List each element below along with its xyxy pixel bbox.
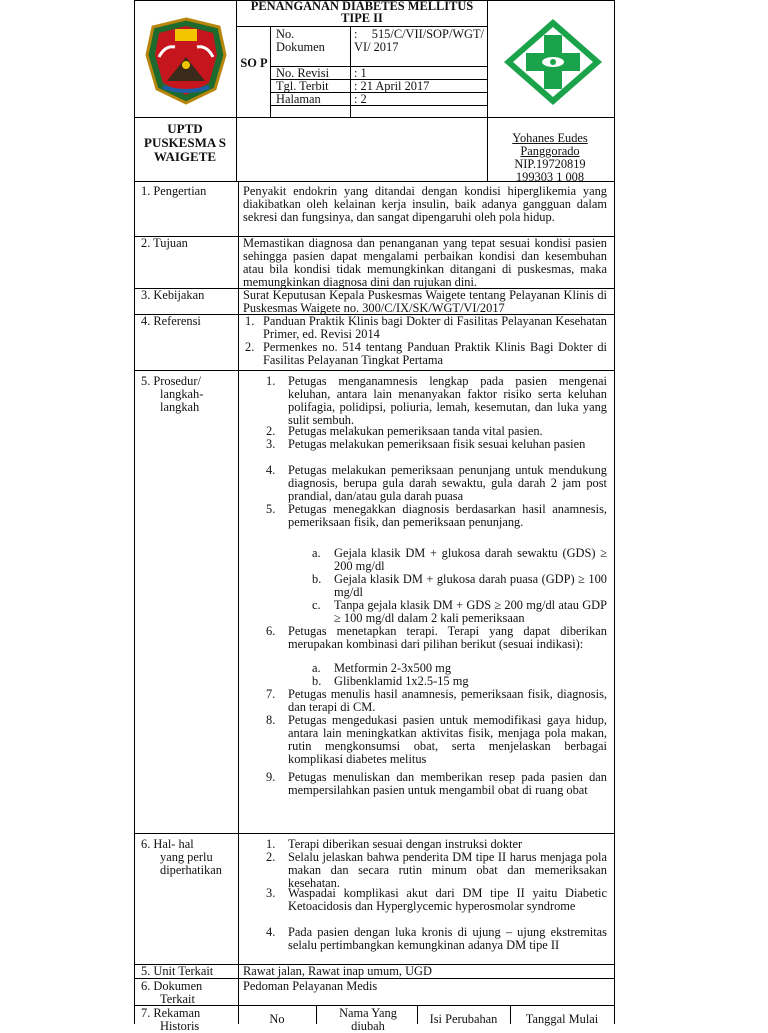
drug-sub-text: Metformin 2-3x500 mg: [334, 661, 452, 675]
hal-label-2: yang perlu: [160, 850, 213, 864]
signer-name: Yohanes Eudes Panggorado: [512, 131, 588, 158]
border-left: [134, 0, 135, 1024]
row-line-5: [134, 833, 615, 834]
step-text: Petugas menetapkan terapi. Terapi yang dapat diberikan merupakan kombinasi dari pilihan berikut (sesuai indikasi):: [288, 624, 607, 651]
kebijakan-text: Surat Keputusan Kepala Puskesmas Waigete tentang Pelayanan Klinis di Puskesmas Waigete no. 300/C/IX/SK/WGT/VI/2017: [243, 288, 607, 315]
diag-sub-text: Tanpa gejala klasik DM + GDS ≥ 200 mg/dl atau GDP ≥ 100 mg/dl dalam 2 kali pemeriksaan: [334, 598, 607, 625]
step-num: 5.: [266, 502, 276, 516]
history-col-name: Nama Yang diubah: [339, 1006, 397, 1033]
step-num: 7.: [266, 687, 276, 701]
field-value-dokumen: : 515/C/VII/SOP/WGT/ VI/ 2017: [354, 27, 484, 54]
kebijakan-label: 3. Kebijakan: [141, 288, 205, 302]
referensi-num-2: 2.: [245, 340, 255, 354]
tujuan-label: 2. Tujuan: [141, 236, 188, 250]
referensi-item-2: Permenkes no. 514 tentang Panduan Praktik Klinis Bagi Dokter di Fasilitas Pelayanan Tingkat Pertama: [263, 340, 607, 367]
hal-num: 2.: [266, 850, 276, 864]
hal-text: Selalu jelaskan bahwa penderita DM tipe II harus menjaga pola makan dan secara rutin minum obat dan memeriksakan kesehatan.: [288, 850, 607, 890]
border-right: [614, 0, 615, 1024]
step-text: Petugas menganamnesis lengkap pada pasien mengenai keluhan, antara lain menanyakan faktor risiko serta keluhan polifagia, polidipsi, poliuria, lemah, kesemutan, dan luka yang sulit sembuh.: [288, 374, 607, 427]
rekaman-label-2: Historis: [160, 1019, 200, 1033]
label-col-line: [238, 181, 239, 1024]
hal-num: 1.: [266, 837, 276, 851]
step-num: 1.: [266, 374, 276, 388]
step-num: 4.: [266, 463, 276, 477]
prosedur-label-3: langkah: [160, 400, 200, 414]
signer-nip: NIP.19720819: [514, 157, 586, 171]
signer-col-line: [487, 117, 488, 182]
step-text: Petugas melakukan pemeriksaan penunjang untuk mendukung diagnosis, berupa gula darah sewaktu, gula darah 2 jam post prandial, dan/atau gula darah puasa: [288, 463, 607, 503]
puskesmas-logo: [502, 17, 604, 107]
unit-label: 5. Unit Terkait: [141, 964, 214, 978]
history-col-line-1: [316, 1005, 317, 1024]
history-col-change: Isi Perubahan: [429, 1012, 498, 1026]
prosedur-label: 5. Prosedur/: [141, 374, 201, 388]
diag-sub-num: c.: [312, 598, 321, 612]
diag-sub-text: Gejala klasik DM + glukosa darah puasa (GDP) ≥ 100 mg/dl: [334, 572, 607, 599]
dokumen-label-2: Terkait: [160, 992, 195, 1006]
hal-num: 3.: [266, 886, 276, 900]
hal-label: 6. Hal- hal: [141, 837, 194, 851]
step-num: 3.: [266, 437, 276, 451]
header-bottom-line: [134, 117, 615, 118]
step-text: Petugas menegakkan diagnosis berdasarkan hasil anamnesis, pemeriksaan fisik, dan pemeriksaan penunjang.: [288, 502, 607, 529]
rekaman-label: 7. Rekaman: [141, 1006, 201, 1020]
tujuan-text: Memastikan diagnosa dan penanganan yang tepat sesuai kondisi pasien sehingga pasien dapat mengalami perbaikan kondisi dan kesembuhan atau bila kondisi tidak memungkinkan ditangani di puskesmas, maka memungkinkan diagnosa dini dan rujukan dini.: [243, 236, 607, 289]
prosedur-label-2: langkah-: [160, 387, 204, 401]
pengertian-label: 1. Pengertian: [141, 184, 207, 198]
field-value-revisi: : 1: [354, 66, 367, 80]
step-num: 6.: [266, 624, 276, 638]
hal-text: Terapi diberikan sesuai dengan instruksi dokter: [288, 837, 523, 851]
field-value-halaman: : 2: [354, 92, 367, 106]
referensi-label: 4. Referensi: [141, 314, 201, 328]
dokumen-text: Pedoman Pelayanan Medis: [243, 979, 378, 993]
history-col-no: No: [269, 1012, 285, 1026]
hal-text: Waspadai komplikasi akut dari DM tipe II yaitu Diabetic Ketoacidosis dan Hyperglycemic hyperosmolar syndrome: [288, 886, 607, 913]
regency-logo: [145, 17, 227, 105]
drug-sub-num: b.: [312, 674, 322, 688]
row-line-4: [134, 370, 615, 371]
step-text: Petugas menulis hasil anamnesis, pemeriksaan fisik, diagnosis, dan terapi di CM.: [288, 687, 607, 714]
step-num: 2.: [266, 424, 276, 438]
drug-sub-text: Glibenklamid 1x2.5-15 mg: [334, 674, 469, 688]
hal-num: 4.: [266, 925, 276, 939]
referensi-item-1: Panduan Praktik Klinis bagi Dokter di Fasilitas Pelayanan Kesehatan Primer, ed. Revisi 2014: [263, 314, 607, 341]
hal-label-3: diperhatikan: [160, 863, 222, 877]
diag-sub-num: a.: [312, 546, 321, 560]
unit-text: Rawat jalan, Rawat inap umum, UGD: [243, 964, 432, 978]
diag-sub-num: b.: [312, 572, 322, 586]
logo-col-line: [236, 0, 237, 182]
sop-label: SO P: [240, 56, 268, 70]
step-text: Petugas melakukan pemeriksaan tanda vital pasien.: [288, 424, 543, 438]
step-num: 9.: [266, 770, 276, 784]
step-num: 8.: [266, 713, 276, 727]
field-label-dokumen: No. Dokumen: [276, 27, 325, 54]
diag-sub-text: Gejala klasik DM + glukosa darah sewaktu (GDS) ≥ 200 mg/dl: [334, 546, 607, 573]
header-right-col-line: [487, 0, 488, 118]
org-name: UPTD PUSKESMA S WAIGETE: [144, 121, 226, 164]
dokumen-label: 6. Dokumen: [141, 979, 203, 993]
drug-sub-num: a.: [312, 661, 321, 675]
step-text: Petugas menuliskan dan memberikan resep pada pasien dan mempersilahkan pasien untuk mengambil obat di ruang obat: [288, 770, 607, 797]
field-label-terbit: Tgl. Terbit: [276, 79, 329, 93]
field-label-revisi: No. Revisi: [276, 66, 330, 80]
history-col-date: Tanggal Mulai: [525, 1012, 599, 1026]
field-value-terbit: : 21 April 2017: [354, 79, 430, 93]
step-text: Petugas melakukan pemeriksaan fisik sesuai keluhan pasien: [288, 437, 586, 451]
step-text: Petugas mengedukasi pasien untuk memodifikasi gaya hidup, antara lain meningkatkan aktivitas fisik, menjaga pola makan, rutin mengkonsumsi obat, serta menjelaskan berbagai komplikasi diabetes melitus: [288, 713, 607, 766]
referensi-num-1: 1.: [245, 314, 255, 328]
hal-text: Pada pasien dengan luka kronis di ujung – ujung ekstremitas selalu pertimbangkan kemungkinan adanya DM tipe II: [288, 925, 607, 952]
pengertian-text: Penyakit endokrin yang ditandai dengan kondisi hiperglikemia yang diakibatkan oleh kelainan kerja insulin, baik adanya gangguan dalam sekresi dan fungsinya, dan sangat dipengaruhi oleh pola hidup.: [243, 184, 607, 224]
document-title: PENANGANAN DIABETES MELLITUS TIPE II: [250, 0, 474, 25]
field-label-halaman: Halaman: [276, 92, 321, 106]
signer-nip-2: 199303 1 008: [515, 170, 585, 184]
